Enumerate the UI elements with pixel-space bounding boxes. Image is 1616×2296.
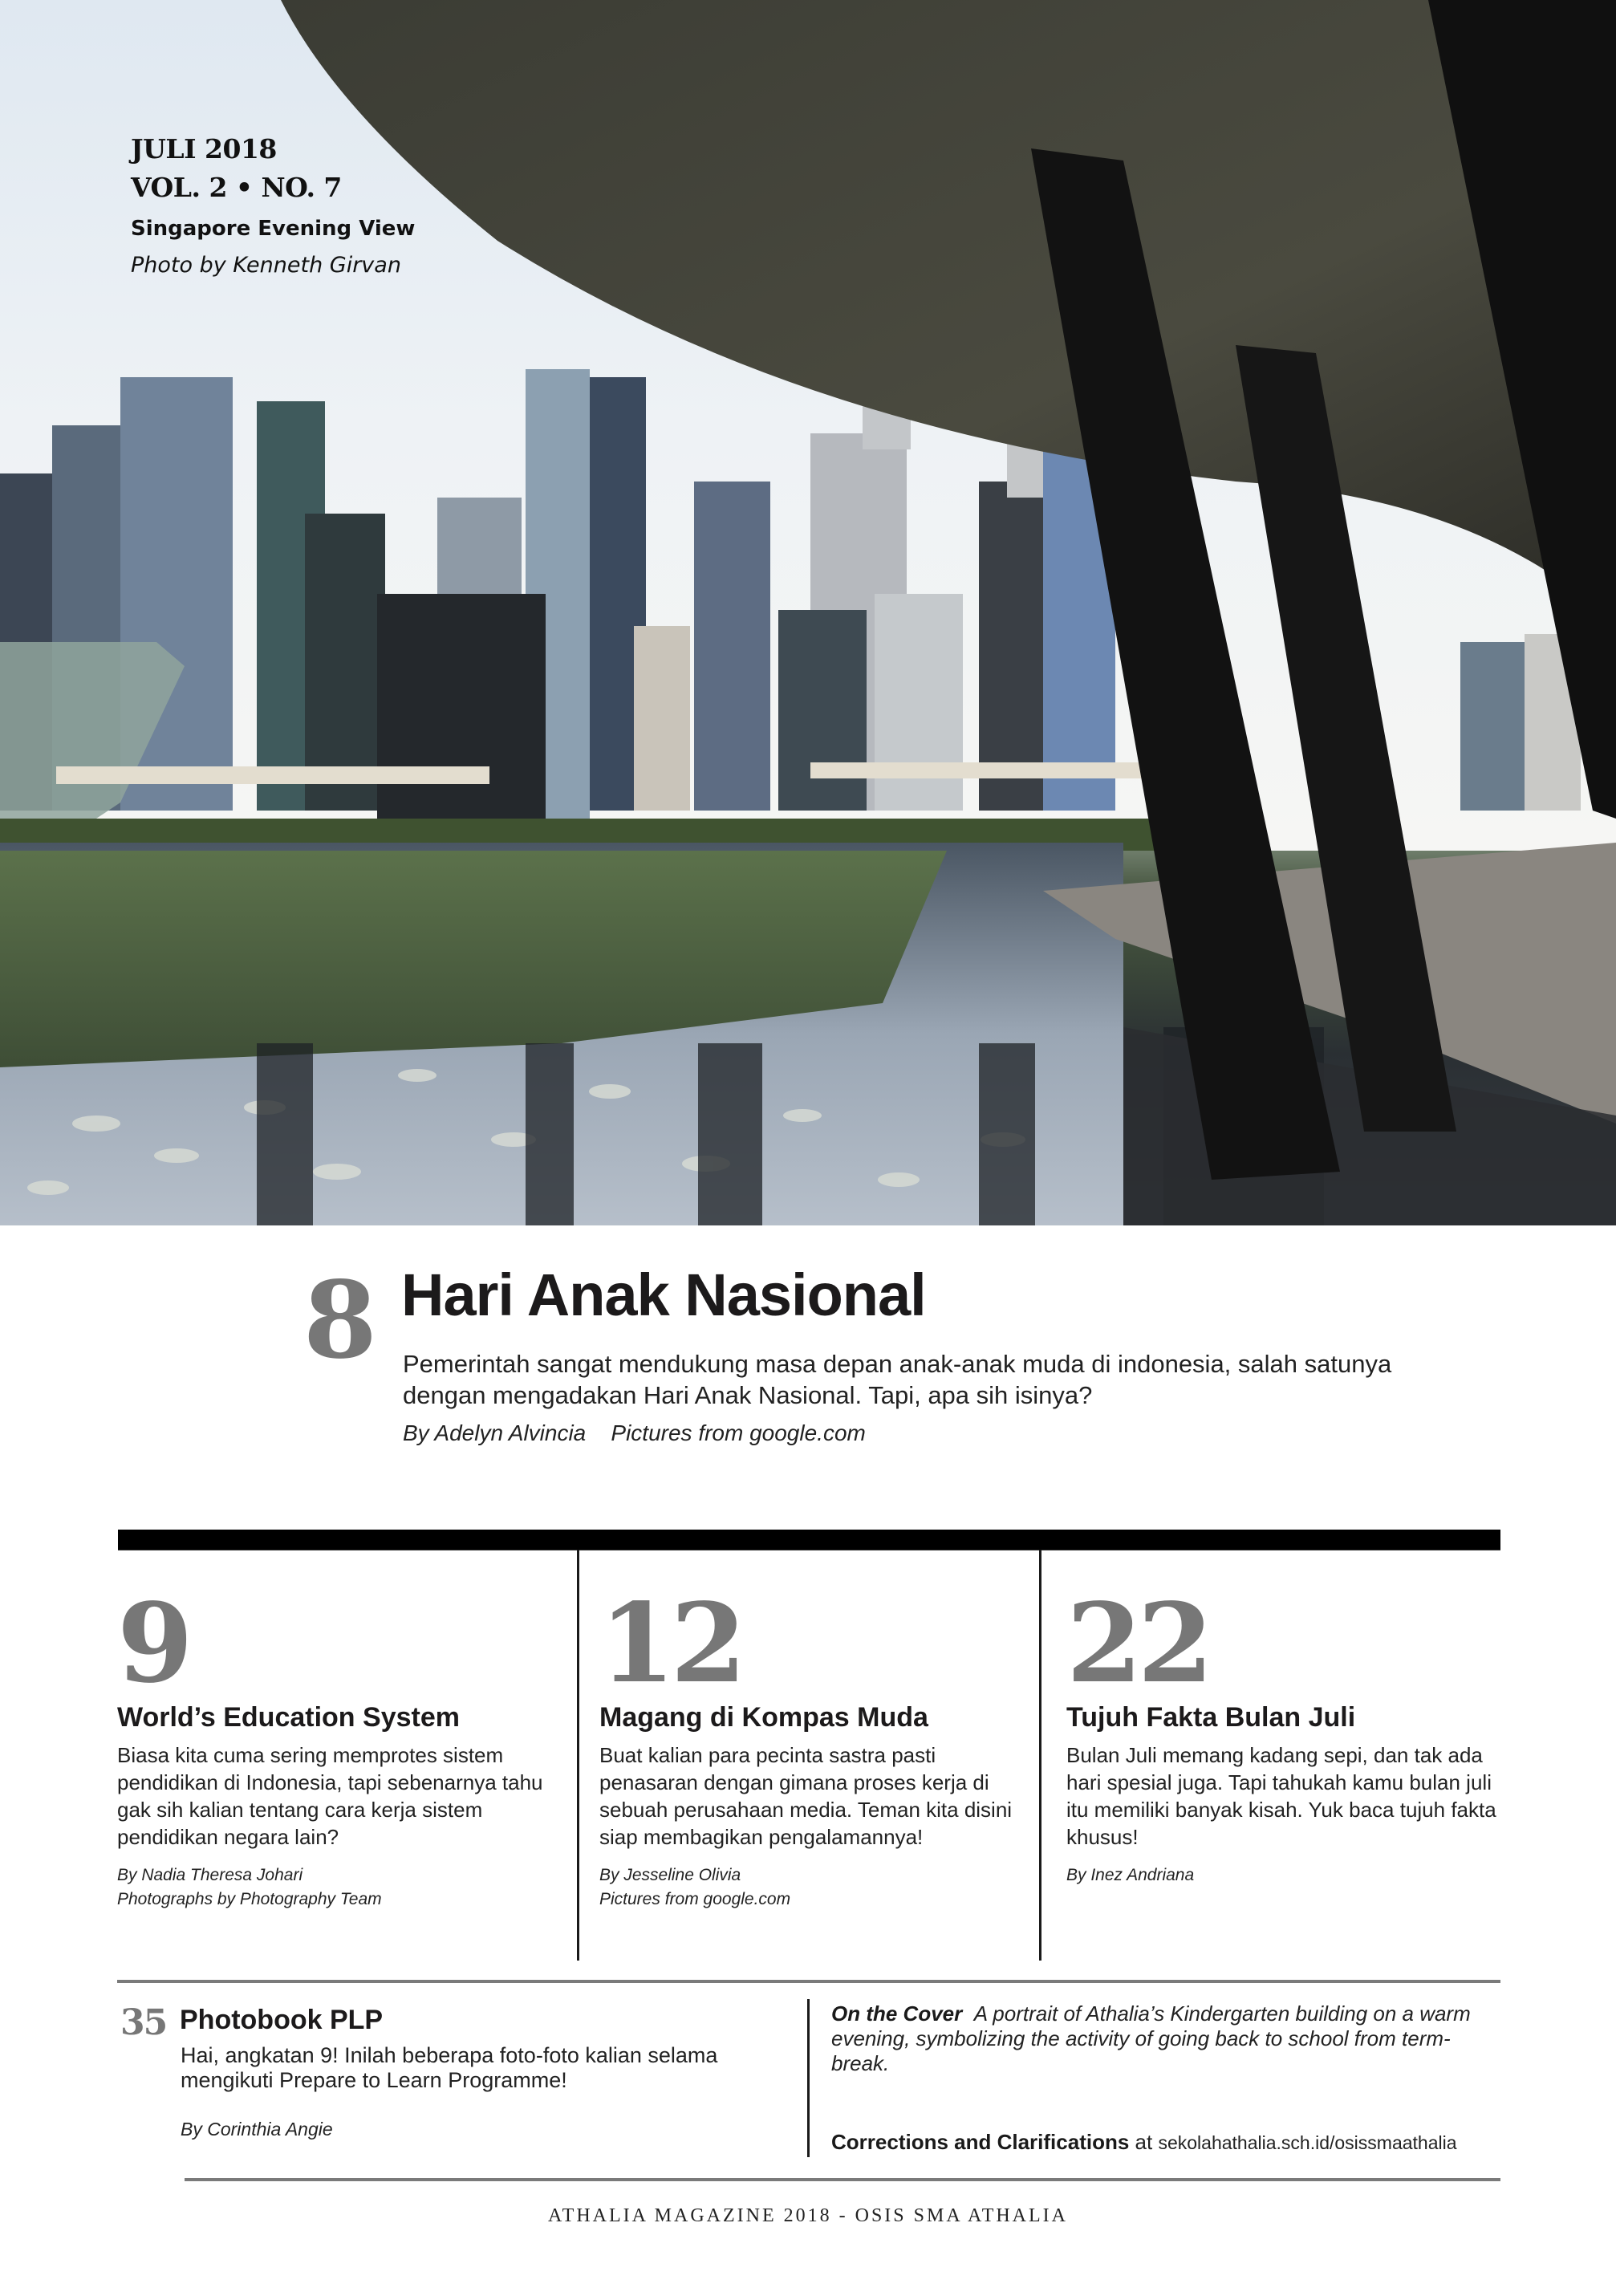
on-the-cover-text: A portrait of Athalia’s Kindergarten building on a warm evening, symbolizing the activity of going back to school from term-break.: [831, 2001, 1471, 2075]
issue-month: JULI 2018: [131, 133, 277, 165]
toc-page-number: 12: [599, 1579, 742, 1708]
toc-entry: [1066, 1579, 1500, 1888]
corrections-link[interactable]: sekolahathalia.sch.id/osissmaathalia: [1158, 2132, 1457, 2153]
cover-photo-credit: Photo by Kenneth Girvan: [131, 253, 401, 278]
toc-photo-credit: Pictures from google.com: [599, 1890, 791, 1908]
toc-page-number: 22: [1066, 1579, 1209, 1708]
toc-summary: Buat kalian para pecinta sastra pasti penasaran dengan gimana proses kerja di sebuah perusahaan media. Teman kita disini siap membagikan pengalamannya!: [599, 1743, 1013, 1849]
column-divider: [577, 1550, 579, 1961]
corrections-label: Corrections and Clarifications: [831, 2130, 1130, 2154]
toc-title[interactable]: World’s Education System: [117, 1702, 460, 1733]
feature-page-number: 8: [303, 1258, 377, 1383]
feature-byline: By Adelyn Alvincia: [403, 1420, 587, 1445]
toc-byline: By Jesseline Olivia: [599, 1866, 741, 1884]
toc-credits: [117, 1863, 550, 1912]
column-divider: [1039, 1550, 1041, 1961]
photobook-summary: Hai, angkatan 9! Inilah beberapa foto-foto kalian selama mengikuti Prepare to Learn Programme!: [181, 2043, 718, 2092]
horizontal-rule: [117, 1980, 1500, 1983]
toc-credits: [599, 1863, 1033, 1912]
cover-photo-title: Singapore Evening View: [131, 217, 416, 241]
corrections-note: [831, 2128, 1457, 2156]
toc-byline: By Nadia Theresa Johari: [117, 1866, 303, 1884]
promenade: [56, 766, 489, 784]
feature-credit: [403, 1419, 866, 1448]
horizontal-rule: [185, 2178, 1500, 2181]
toc-credits: [1066, 1863, 1500, 1888]
toc-summary: Bulan Juli memang kadang sepi, dan tak ada hari spesial juga. Tapi tahukah kamu bulan juli itu memiliki banyak kisah. Yuk baca tujuh fakta khusus!: [1066, 1743, 1496, 1849]
toc-entry: [599, 1579, 1033, 1912]
on-the-cover-note: [831, 2001, 1497, 2076]
photobook-page-number: 35: [120, 2002, 167, 2043]
bottom-divider: [807, 1999, 810, 2157]
issue-volume: VOL. 2 • NO. 7: [131, 172, 342, 203]
toc-title[interactable]: Tujuh Fakta Bulan Juli: [1066, 1702, 1356, 1733]
page-footer: ATHALIA MAGAZINE 2018 - OSIS SMA ATHALIA: [548, 2205, 1068, 2226]
on-the-cover-label: On the Cover: [831, 2001, 963, 2026]
photobook-title[interactable]: Photobook PLP: [180, 2005, 384, 2035]
feature-title[interactable]: Hari Anak Nasional: [401, 1262, 926, 1328]
corrections-at: at: [1135, 2130, 1153, 2154]
toc-byline: By Inez Andriana: [1066, 1866, 1195, 1884]
toc-page-number: 9: [117, 1579, 189, 1708]
feature-summary: Pemerintah sangat mendukung masa depan anak-anak muda di indonesia, salah satunya dengan mengadakan Hari Anak Nasional. Tapi, apa sih isinya?: [403, 1350, 1392, 1409]
toc-entry: [117, 1579, 550, 1912]
photobook-byline: By Corinthia Angie: [181, 2119, 333, 2140]
toc-title[interactable]: Magang di Kompas Muda: [599, 1702, 928, 1733]
feature-pictures-credit: Pictures from google.com: [611, 1420, 866, 1445]
toc-summary: Biasa kita cuma sering memprotes sistem pendidikan di Indonesia, tapi sebenarnya tahu gak sih kalian tentang cara kerja sistem pendidikan negara lain?: [117, 1743, 543, 1849]
toc-photo-credit: Photographs by Photography Team: [117, 1890, 382, 1908]
section-top-bar: [118, 1530, 1500, 1550]
